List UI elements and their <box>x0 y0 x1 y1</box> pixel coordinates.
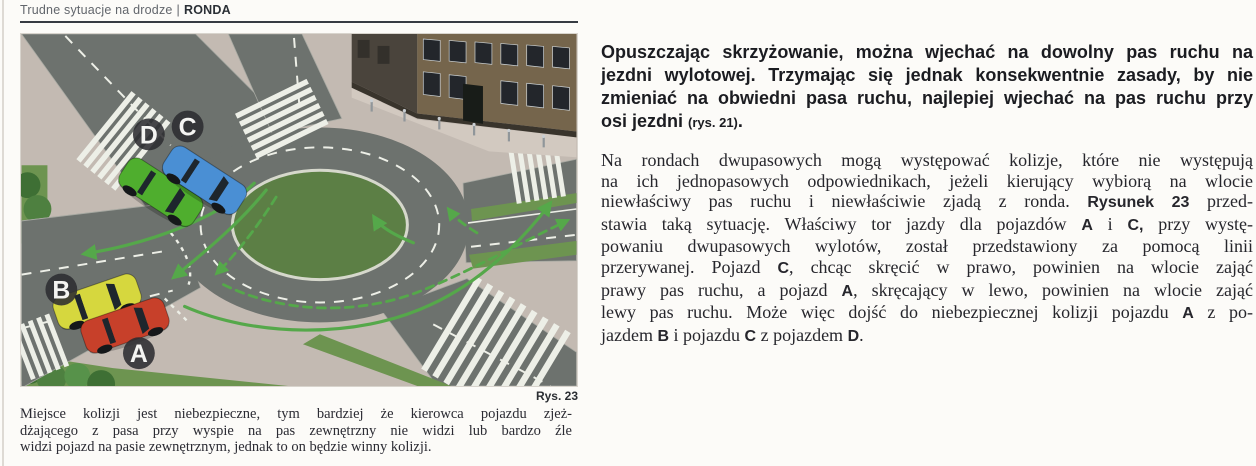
article-column <box>601 41 1253 347</box>
page-edge-line <box>2 0 4 466</box>
svg-text:A: A <box>129 341 148 369</box>
building-door <box>463 84 483 124</box>
roundabout-illustration <box>21 34 577 386</box>
breadcrumb-separator: | <box>176 3 180 17</box>
roundabout-figure <box>20 33 578 387</box>
vehicle-badge-a <box>123 337 155 369</box>
svg-text:C: C <box>178 114 197 142</box>
figure-label: Rys. 23 <box>535 389 578 403</box>
svg-text:D: D <box>139 122 158 150</box>
body-paragraph: Na rondach dwupasowych mogą występować kolizje, które nie występują na ich jednopasowych odpowiednikach, jeżeli kierujący wybiorą na wlocie niewłaściwy pas ruchu i niewłaściwie zjadą z ronda. Rysunek 23 przed- stawia taką sytuację. Właściwy tor jazdy dla pojazdów A i C, przy wystę- powaniu dwupasowych wylotów, został przedstawiony za pomocą linii przerywanej. Pojazd C, chcąc skręcić w prawo, powinien na wlocie zająć prawy pas ruchu, a pojazd A, skręcający w lewo, powinien na wlocie zająć lewy pas ruchu. Może więc dojść do niebezpiecznej kolizji pojazdu A z po- jazdem B i pojazdu C z pojazdem D. <box>601 150 1254 345</box>
section-title: RONDA <box>184 3 231 17</box>
breadcrumb: Trudne sytuacje na drodze <box>20 3 173 17</box>
section-header <box>20 3 578 23</box>
vehicle-badge-b <box>45 274 77 306</box>
vehicle-badge-c <box>172 111 204 143</box>
vehicle-badge-d <box>133 119 165 151</box>
lead-paragraph: Opuszczając skrzyżowanie, można wjechać na dowolny pas ruchu na jezdni wylotowej. Trzymając się jednak konsekwentnie zasady, by nie zmieniać na obwiedni pasa ruchu, najlepiej wjechać na pas ruchu przy osi jezdni (rys. 21). <box>601 42 1253 131</box>
figure-caption: Miejsce kolizji jest niebezpieczne, tym bardziej że kierowca pojazdu zjeż- dżającego z pasa przy wyspie na pas zewnętrzny nie widzi lub bardzo źle widzi pojazd na pasie zewnętrznym, jednak to on będzie winny kolizji. <box>20 406 572 455</box>
svg-text:B: B <box>52 277 71 305</box>
